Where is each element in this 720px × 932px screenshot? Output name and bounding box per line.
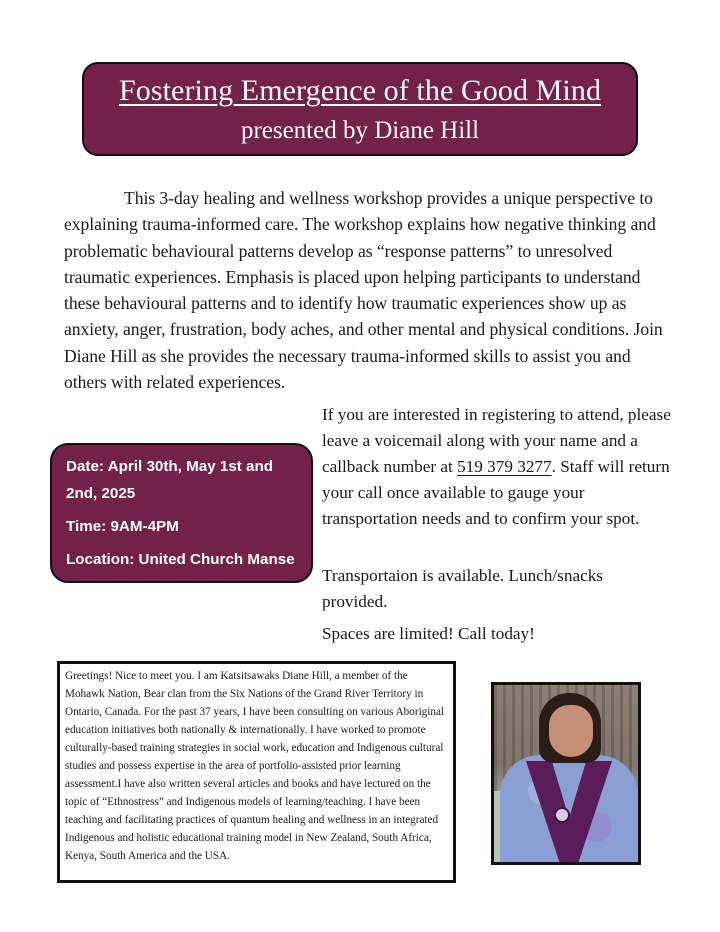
phone-number-link[interactable]: 519 379 3277 — [457, 457, 552, 476]
registration-followup-text: . Staff will return your call once available to gauge your transportation needs and to confirm your spot. — [322, 457, 670, 528]
workshop-description: This 3-day healing and wellness workshop provides a unique perspective to explaining trauma-informed care. The workshop explains how negative thinking and problematic behavioural patterns develop as “response patterns” to unresolved traumatic experiences. Emphasis is placed upon helping participants to understand these behavioural patterns and to identify how traumatic experiences show up as anxiety, anger, frustration, body aches, and other mental and physical conditions. Join Diane Hill as she provides the necessary trauma-informed skills to assist you and others with related experiences. — [64, 188, 663, 393]
event-date: Date: April 30th, May 1st and 2nd, 2025 — [66, 458, 274, 502]
registration-text: If you are interested in registering to attend, please leave a voicemail along with your name and a callback number at — [322, 405, 671, 476]
page-title: Fostering Emergence of the Good Mind — [118, 74, 602, 107]
presenter-bio-box — [57, 661, 456, 883]
title-banner — [82, 62, 638, 156]
event-details-box — [50, 443, 313, 583]
photo-beadwork — [554, 807, 570, 823]
photo-face — [549, 705, 593, 757]
presenter-photo — [491, 682, 641, 865]
call-to-action: Spaces are limited! Call today! — [322, 624, 535, 643]
transport-note: Transportaion is available. Lunch/snacks provided. — [322, 566, 603, 611]
event-location: Location: United Church Manse — [66, 551, 295, 568]
presenter-bio: Greetings! Nice to meet you. I am Katsitsawaks Diane Hill, a member of the Mohawk Nation, Bear clan from the Six Nations of the Grand River Territory in Ontario, Canada. For the past 37 years, I have been consulting on various Aboriginal education initiatives both nationally & internationally. I have worked to promote culturally-based training strategies in social work, education and Indigenous cultural studies and possess expertise in the area of portfolio-assisted prior learning assessment.I have also written several articles and books and have lectured on the topic of “Ethnostress” and Indigenous models of learning/teaching. I have been teaching and facilitating practices of quantum healing and wellness in an integrated Indigenous and holistic educational training model in New Zealand, South Africa, Kenya, South America and the USA. — [65, 670, 445, 862]
event-time: Time: 9AM-4PM — [66, 518, 179, 535]
registration-instructions — [322, 402, 672, 532]
presenter-subtitle: presented by Diane Hill — [240, 117, 480, 144]
